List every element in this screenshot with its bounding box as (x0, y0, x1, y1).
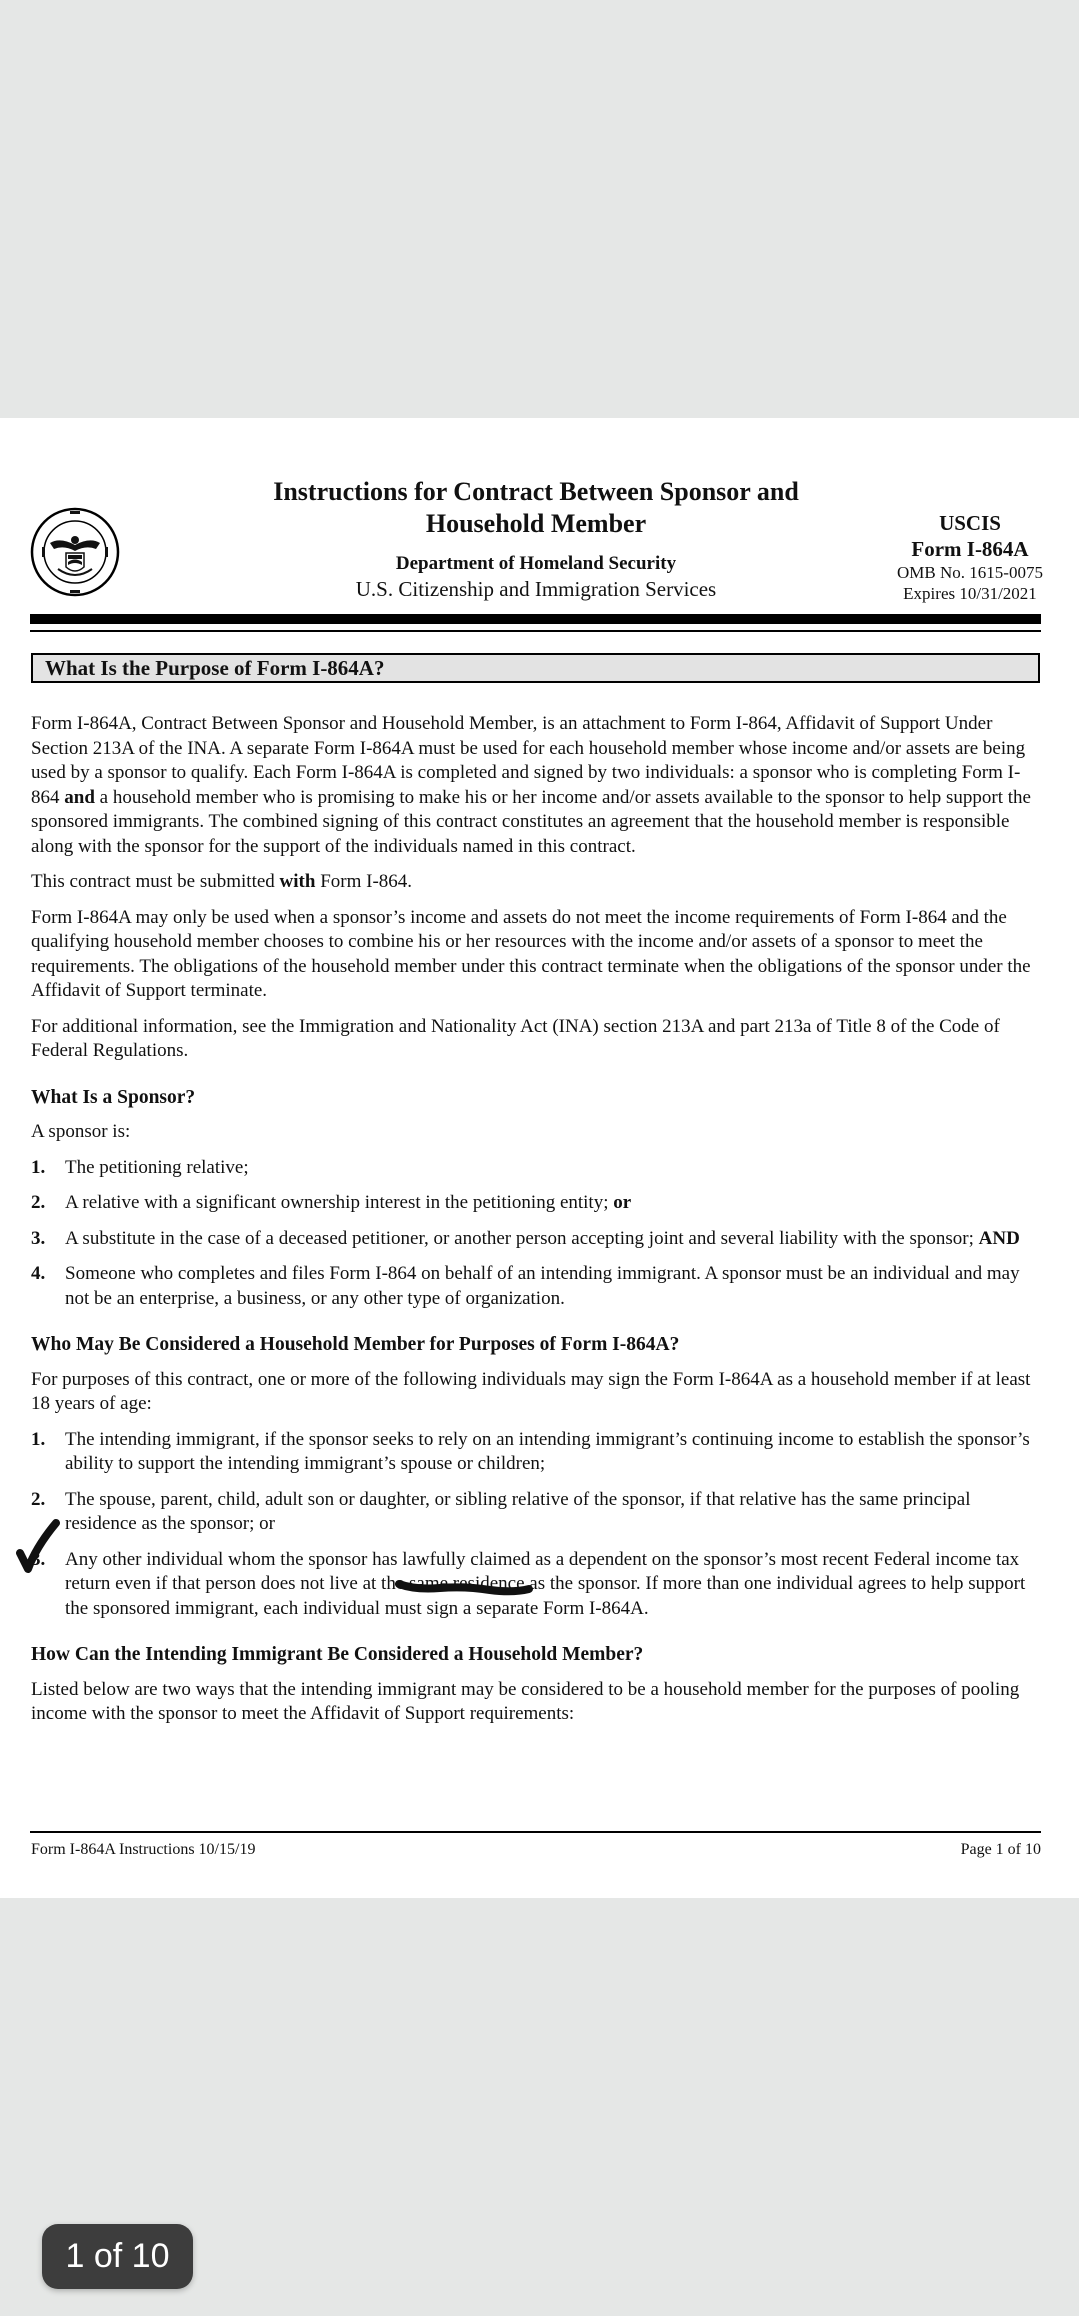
list-number: 1. (31, 1428, 46, 1450)
document-title (230, 476, 842, 540)
list-number: 2. (31, 1192, 46, 1213)
department-name: Department of Homeland Security (395, 553, 677, 574)
list-item (31, 1488, 1041, 1537)
list-item (31, 1191, 1041, 1216)
list-text: The spouse, parent, child, adult son or daughter, or sibling relative of the sponsor, if that relative has the same principal residence as the sponsor; or (65, 1488, 971, 1534)
household-intro: For purposes of this contract, one or more of the following individuals may sign the Form I-864A as a household member if at least 18 years of age: (31, 1368, 1031, 1414)
list-number: 4. (31, 1263, 46, 1284)
header-divider-thin (30, 630, 1041, 632)
bold-run: or (613, 1192, 632, 1213)
form-header (0, 418, 1079, 658)
purpose-paragraph-4: For additional information, see the Immigration and Nationality Act (INA) section 213A and part 213a of Title 8 of the Code of Federal Regulations. (31, 1015, 1000, 1061)
expiration-date: Expires 10/31/2021 (903, 584, 1037, 603)
purpose-paragraph-1 (31, 712, 1041, 859)
text-run: a household member who is promising to make his or her income and/or assets available to the sponsor to help support the sponsored immigrants. The combined signing of this contract constitutes an agreement that the household member is responsible along with the sponsor for the support of the individuals named in this contract. (31, 786, 1031, 857)
list-text: The intending immigrant, if the sponsor seeks to rely on an intending immigrant’s continuing income to establish the sponsor’s ability to support the intending immigrant’s spouse or children; (65, 1428, 1030, 1474)
list-item (31, 1428, 1041, 1477)
sponsor-heading: What Is a Sponsor? (31, 1086, 196, 1108)
list-text: Any other individual whom the sponsor has lawfully claimed as a dependent on the sponsor’s most recent Federal income tax return even if that person does not live at the same residence as the sponsor. If more than one individual agrees to help support the sponsored immigrant, each individual must sign a separate Form I-864A. (65, 1548, 1026, 1619)
text-run: Form I-864A, Contract Between Sponsor and Household Member, is an attachment to Form I-864, Affidavit of Support Under Section 213A of the INA. A separate Form I-864A must be used for each household member whose income and/or assets are being used by a sponsor to qualify. Each Form I-864A is completed and signed by two individuals: a sponsor who is completing Form I-864 (31, 713, 1026, 808)
list-number: 3. (31, 1227, 46, 1249)
purpose-paragraph-3: Form I-864A may only be used when a sponsor’s income and assets do not meet the income requirements of Form I-864 and the qualifying household member chooses to combine his or her resources with the income and/or assets of a sponsor to meet the requirements. The obligations of the household member under this contract terminate when the obligations of the sponsor under the Affidavit of Support terminate. (31, 906, 1031, 1001)
list-number: 1. (31, 1156, 46, 1178)
list-item (31, 1262, 1041, 1311)
bold-run: with (279, 871, 316, 892)
text-run: Form I-864. (315, 871, 413, 892)
list-text: A relative with a significant ownership interest in the petitioning entity; (65, 1192, 614, 1213)
intending-heading: How Can the Intending Immigrant Be Considered a Household Member? (31, 1644, 644, 1665)
household-list (31, 1428, 1041, 1622)
footer-page-number: Page 1 of 10 (960, 1841, 1041, 1858)
purpose-paragraph-2 (31, 870, 1041, 895)
form-number: Form I-864A (911, 537, 1029, 561)
handwritten-underline-icon (395, 1576, 535, 1598)
document-page (0, 418, 1079, 1898)
list-item (31, 1156, 1041, 1181)
section-heading-purpose: What Is the Purpose of Form I-864A? (31, 653, 1040, 683)
title-line-1: Instructions for Contract Between Sponsor and (273, 477, 799, 506)
sponsor-list (31, 1156, 1041, 1312)
bold-run: and (64, 786, 95, 808)
title-line-2: Household Member (425, 509, 647, 538)
header-divider-thick (30, 614, 1041, 624)
intending-paragraph: Listed below are two ways that the intending immigrant may be considered to be a household member for the purposes of pooling income with the sponsor to meet the Affidavit of Support requirements: (31, 1678, 1020, 1724)
list-item (31, 1227, 1041, 1252)
list-item (31, 1548, 1041, 1622)
household-heading: Who May Be Considered a Household Member for Purposes of Form I-864A? (31, 1334, 680, 1355)
sponsor-intro: A sponsor is: (31, 1121, 131, 1142)
list-number: 2. (31, 1488, 46, 1510)
list-text: A substitute in the case of a deceased petitioner, or another person accepting joint and several liability with the sponsor; (65, 1227, 979, 1249)
list-text: Someone who completes and files Form I-864 on behalf of an intending immigrant. A sponsor must be an individual and may not be an enterprise, a business, or any other type of organization. (65, 1263, 1020, 1309)
handwritten-checkmark-icon (14, 1517, 60, 1577)
org-label: USCIS (939, 511, 1001, 535)
page-indicator: 1 of 10 (42, 2224, 193, 2289)
dhs-seal-icon (30, 507, 120, 597)
agency-name: U.S. Citizenship and Immigration Services (355, 577, 717, 601)
footer-form-info: Form I-864A Instructions 10/15/19 (31, 1841, 256, 1858)
form-id-block (880, 510, 1060, 604)
text-run: This contract must be submitted (31, 871, 280, 892)
omb-number: OMB No. 1615-0075 (897, 563, 1043, 582)
list-number: 3. (31, 1548, 46, 1570)
bold-run: AND (978, 1227, 1020, 1249)
document-body (31, 712, 1041, 1738)
footer-divider (30, 1831, 1041, 1833)
list-text: The petitioning relative; (65, 1156, 249, 1178)
